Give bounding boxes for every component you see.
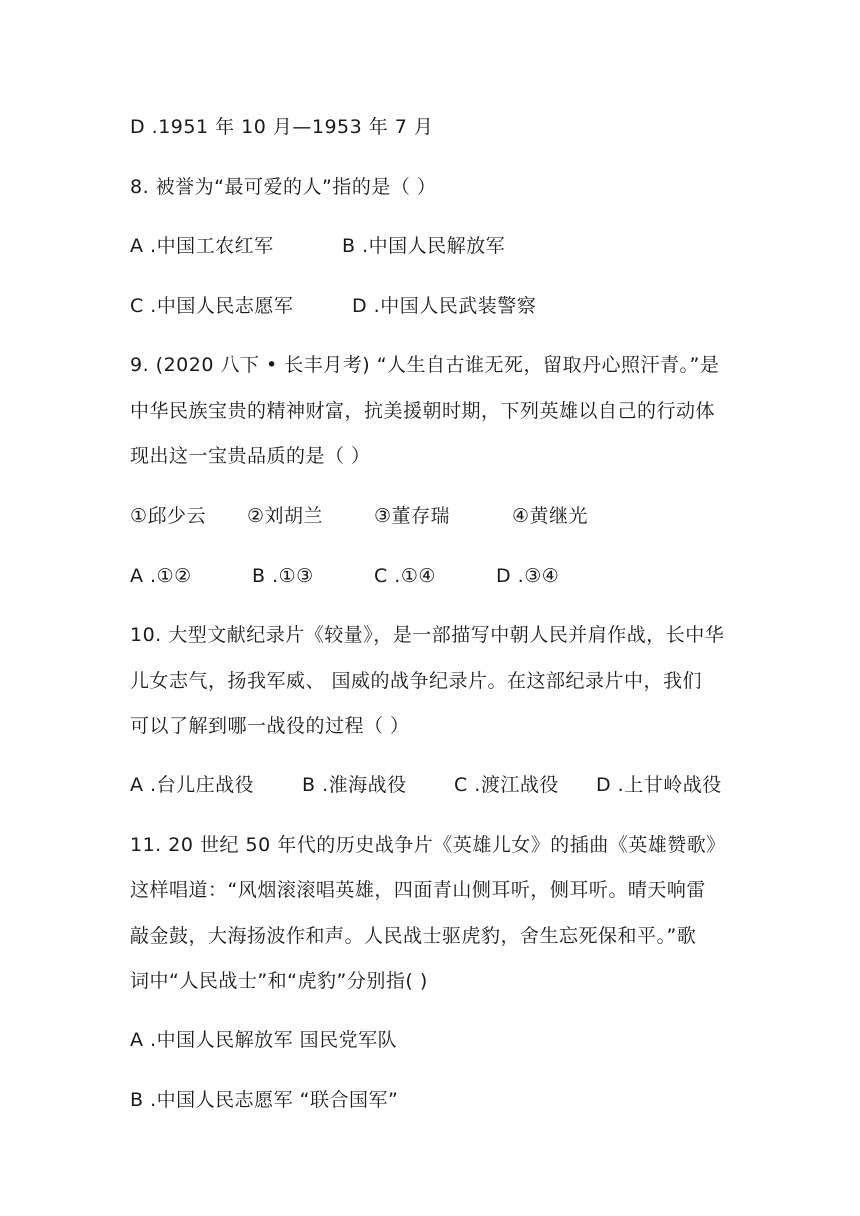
q11-stem-line-3: 敲金鼓，大海扬波作和声。人民战士驱虎豹，舍生忘死保和平。”歌	[130, 925, 697, 947]
q11-stem-line-2: 这样唱道：“风烟滚滚唱英雄，四面青山侧耳听，侧耳听。晴天响雷	[130, 879, 706, 901]
q8-option-a: A .中国工农红军	[130, 235, 274, 257]
q8-options-row-1	[130, 233, 505, 259]
q8-options-row-2	[130, 293, 536, 319]
q9-option-d: D .③④	[496, 565, 560, 587]
q10-stem-line-3: 可以了解到哪一战役的过程（ ）	[130, 715, 410, 737]
q11-option-a: A .中国人民解放军 国民党军队	[130, 1029, 398, 1051]
q9-option-b: B .①③	[252, 565, 314, 587]
q8-stem: 8. 被誉为“最可爱的人”指的是（ ）	[130, 176, 437, 198]
q8-option-d: D .中国人民武装警察	[352, 295, 537, 317]
q8-option-c: C .中国人民志愿军	[130, 295, 294, 317]
q10-stem-line-2: 儿女志气，扬我军威、 国威的战争纪录片。在这部纪录片中，我们	[130, 670, 703, 692]
q7-option-d: D .1951 年 10 月—1953 年 7 月	[130, 116, 434, 138]
q10-option-b: B .淮海战役	[302, 774, 407, 796]
q9-item-2: ②刘胡兰	[247, 505, 324, 527]
q11-stem-line-4: 词中“人民战士”和“虎豹”分别指( )	[130, 970, 428, 992]
q11-option-b: B .中国人民志愿军 “联合国军”	[130, 1089, 399, 1111]
q9-option-c: C .①④	[374, 565, 436, 587]
q10-option-d: D .上甘岭战役	[596, 774, 722, 796]
q9-option-a: A .①②	[130, 565, 192, 587]
q9-stem-line-2: 中华民族宝贵的精神财富，抗美援朝时期，下列英雄以自己的行动体	[130, 400, 716, 422]
q8-option-b: B .中国人民解放军	[342, 235, 506, 257]
q9-options-row	[130, 563, 559, 589]
q11-stem-line-1: 11. 20 世纪 50 年代的历史战争片《英雄儿女》的插曲《英雄赞歌》	[130, 834, 726, 856]
q10-option-c: C .渡江战役	[454, 774, 559, 796]
q9-stem-line-1: 9. (2020 八下 • 长丰月考) “人生自古谁无死，留取丹心照汗青。”是	[130, 354, 720, 376]
q9-item-1: ①邱少云	[130, 505, 207, 527]
q9-items-row	[130, 503, 588, 529]
q10-option-a: A .台儿庄战役	[130, 774, 255, 796]
q9-item-3: ③董存瑞	[374, 505, 451, 527]
q10-stem-line-1: 10. 大型文献纪录片《较量》，是一部描写中朝人民并肩作战，长中华	[130, 624, 725, 646]
q10-options-row	[130, 772, 722, 798]
q9-stem-line-3: 现出这一宝贵品质的是（ ）	[130, 445, 371, 467]
q9-item-4: ④黄继光	[512, 505, 589, 527]
